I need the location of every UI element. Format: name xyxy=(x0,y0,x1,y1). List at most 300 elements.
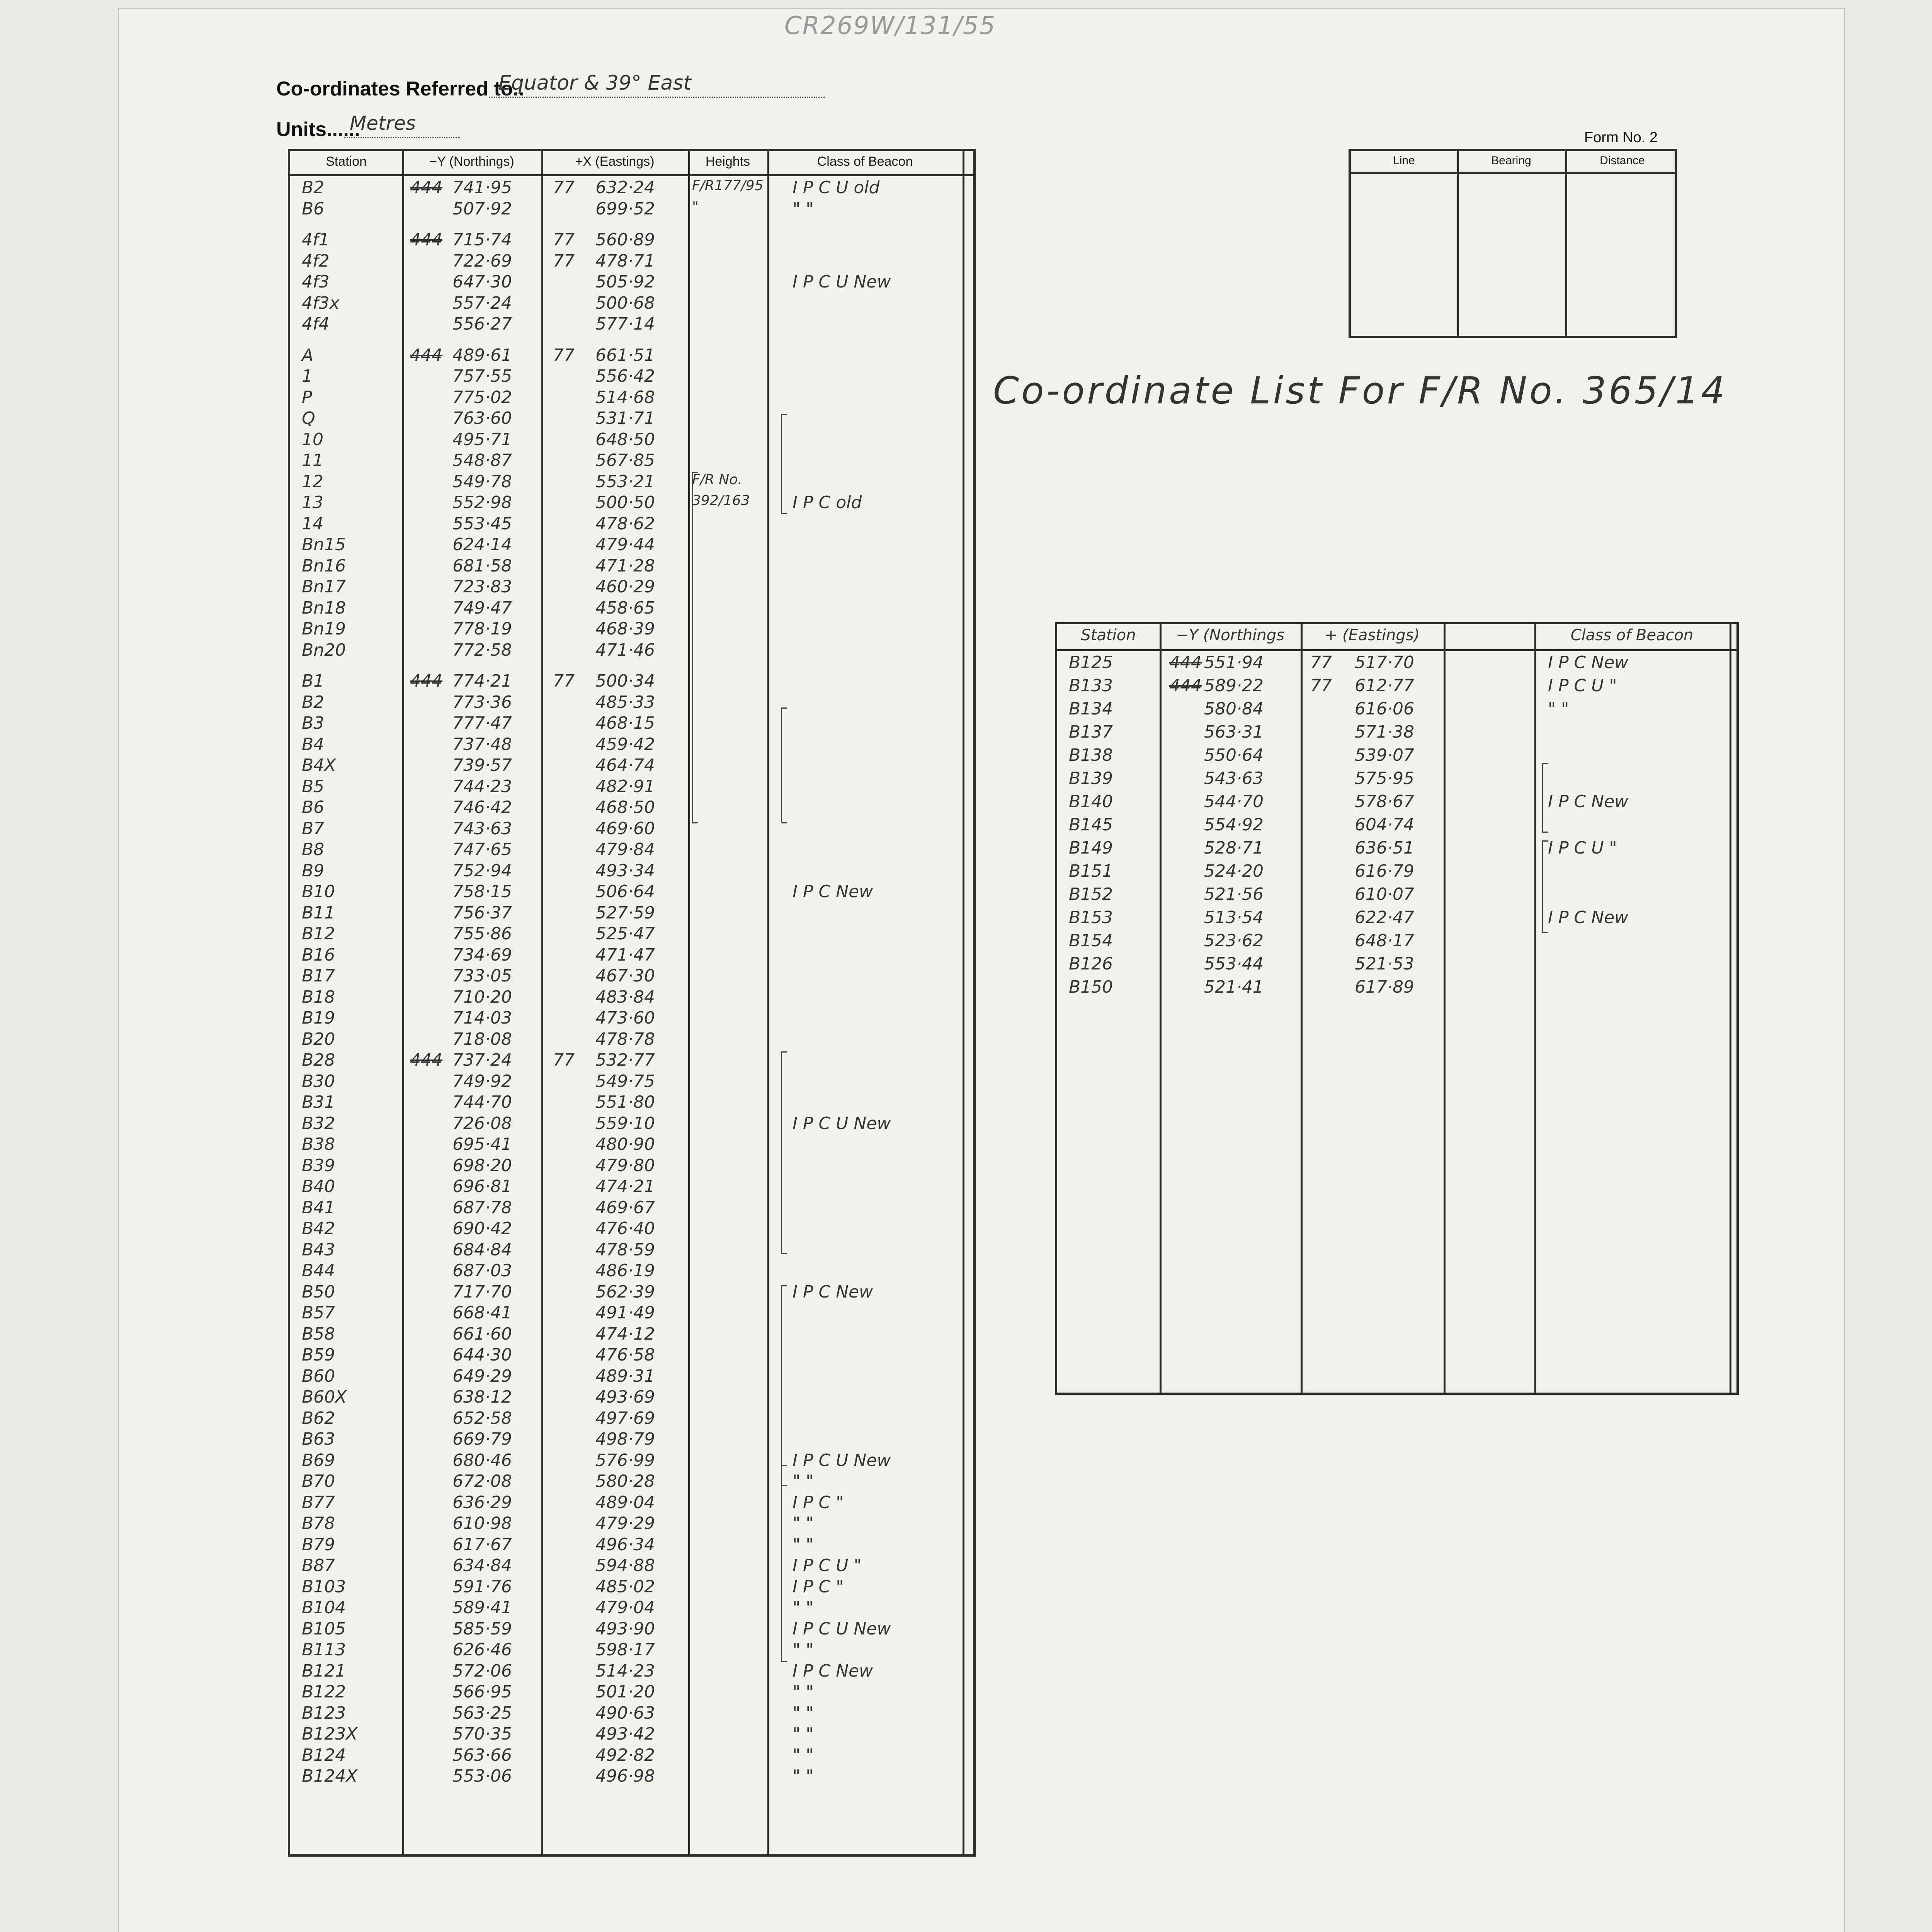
easting-cell: 517·70 xyxy=(1355,653,1414,672)
station-cell: Q xyxy=(302,408,315,428)
easting-cell: 604·74 xyxy=(1355,815,1414,835)
easting-prefix: 77 xyxy=(553,345,575,365)
col-header-eastings: +X (Eastings) xyxy=(575,154,655,169)
northing-cell: 626·46 xyxy=(452,1640,512,1660)
station-cell: 13 xyxy=(302,493,323,512)
table-row xyxy=(290,691,973,713)
table-row xyxy=(290,1702,973,1724)
col-header-distance: Distance xyxy=(1600,154,1645,167)
table-row xyxy=(290,365,973,387)
easting-cell: 577·14 xyxy=(595,314,655,334)
station-cell: B78 xyxy=(302,1514,335,1533)
station-cell: B43 xyxy=(302,1240,335,1260)
table-row xyxy=(290,1617,973,1640)
table-row xyxy=(290,1323,973,1345)
northing-cell: 696·81 xyxy=(452,1177,512,1196)
coordinates-referred-label: Co-ordinates Referred to.. xyxy=(276,78,524,100)
height-cell: F/R177/95 xyxy=(692,178,764,194)
table-row xyxy=(290,1575,973,1598)
northing-cell: 557·24 xyxy=(452,293,512,313)
table-row xyxy=(1057,813,1736,836)
northing-cell: 553·45 xyxy=(452,514,512,534)
northing-cell: 773·36 xyxy=(452,692,512,712)
table-row xyxy=(290,1154,973,1177)
table-row xyxy=(290,944,973,966)
beacon-class-cell: I P C New xyxy=(793,1282,873,1302)
northing-cell: 553·44 xyxy=(1204,954,1264,974)
col-header-class-of-beacon: Class of Beacon xyxy=(1570,626,1694,644)
easting-cell: 598·17 xyxy=(595,1640,655,1660)
northing-cell: 617·67 xyxy=(452,1534,512,1554)
station-cell: B39 xyxy=(302,1155,335,1175)
easting-cell: 549·75 xyxy=(595,1071,655,1091)
station-cell: B70 xyxy=(302,1471,335,1491)
col-header-northings: −Y (Northings xyxy=(1176,626,1284,644)
table-row xyxy=(290,1259,973,1282)
easting-cell: 479·29 xyxy=(595,1514,655,1533)
col-header-heights: Heights xyxy=(705,154,750,169)
station-cell: B122 xyxy=(302,1682,346,1702)
easting-prefix: 77 xyxy=(1310,676,1332,696)
easting-cell: 497·69 xyxy=(595,1408,655,1428)
northing-cell: 551·94 xyxy=(1204,653,1264,672)
easting-cell: 527·59 xyxy=(595,903,655,923)
table-row xyxy=(1057,744,1736,766)
table-row xyxy=(290,901,973,924)
table-row xyxy=(290,733,973,755)
table-row xyxy=(290,796,973,818)
northing-cell: 777·47 xyxy=(452,713,512,733)
northing-cell: 718·08 xyxy=(452,1029,512,1049)
easting-cell: 496·98 xyxy=(595,1766,655,1786)
station-cell: 14 xyxy=(302,514,323,534)
northing-cell: 752·94 xyxy=(452,861,512,881)
northing-cell: 528·71 xyxy=(1204,838,1264,858)
easting-cell: 636·51 xyxy=(1355,838,1414,858)
northing-cell: 737·48 xyxy=(452,734,512,754)
northing-cell: 755·86 xyxy=(452,924,512,944)
northing-cell: 749·47 xyxy=(452,598,512,618)
easting-cell: 492·82 xyxy=(595,1745,655,1765)
station-cell: B133 xyxy=(1069,676,1113,696)
station-cell: B126 xyxy=(1069,954,1113,974)
table-row xyxy=(290,533,973,556)
easting-cell: 575·95 xyxy=(1355,769,1414,788)
northing-cell: 523·62 xyxy=(1204,931,1264,951)
table-row xyxy=(290,1723,973,1745)
northing-cell: 756·37 xyxy=(452,903,512,923)
northing-cell: 553·06 xyxy=(452,1766,512,1786)
station-cell: Bn17 xyxy=(302,577,346,597)
easting-cell: 491·49 xyxy=(595,1303,655,1323)
beacon-class-cell: I P C U " xyxy=(1548,838,1617,858)
northing-cell: 726·08 xyxy=(452,1113,512,1133)
easting-cell: 479·84 xyxy=(595,840,655,859)
northing-cell: 634·84 xyxy=(452,1556,512,1575)
easting-cell: 505·92 xyxy=(595,272,655,292)
northing-prefix: 444 xyxy=(410,178,442,197)
coordinates-referred-value: Equator & 39° East xyxy=(498,71,691,95)
bracket xyxy=(781,1051,787,1254)
easting-cell: 553·21 xyxy=(595,471,655,492)
station-cell: B7 xyxy=(302,818,325,838)
easting-cell: 532·77 xyxy=(595,1050,655,1070)
station-cell: B60X xyxy=(302,1387,347,1407)
table-row xyxy=(290,859,973,882)
table-row xyxy=(290,407,973,429)
station-cell: B3 xyxy=(302,713,325,733)
table-row xyxy=(1057,860,1736,882)
northing-cell: 717·70 xyxy=(452,1282,512,1302)
beacon-class-cell: I P C U New xyxy=(793,1619,891,1639)
table-row xyxy=(290,1301,973,1324)
northing-cell: 591·76 xyxy=(452,1577,512,1597)
table-row xyxy=(290,880,973,903)
easting-cell: 612·77 xyxy=(1355,676,1414,696)
northing-cell: 715·74 xyxy=(452,230,512,250)
col-header-line: Line xyxy=(1393,154,1415,167)
easting-cell: 493·42 xyxy=(595,1724,655,1744)
easting-cell: 478·62 xyxy=(595,514,655,534)
station-cell: B6 xyxy=(302,199,325,219)
beacon-class-cell: " " xyxy=(793,199,814,219)
northing-cell: 744·23 xyxy=(452,776,512,796)
station-cell: B150 xyxy=(1069,977,1113,997)
station-cell: B11 xyxy=(302,903,335,923)
station-cell: B123X xyxy=(302,1724,358,1744)
northing-cell: 733·05 xyxy=(452,966,512,986)
station-cell: B62 xyxy=(302,1408,335,1428)
table-row xyxy=(290,344,973,366)
easting-cell: 610·07 xyxy=(1355,884,1414,904)
table-row xyxy=(290,1049,973,1071)
northing-cell: 548·87 xyxy=(452,451,512,470)
easting-cell: 489·31 xyxy=(595,1366,655,1386)
beacon-class-cell: I P C U old xyxy=(793,178,880,197)
station-cell: B152 xyxy=(1069,884,1113,904)
easting-cell: 616·79 xyxy=(1355,861,1414,881)
bracket xyxy=(781,1285,787,1486)
table-row xyxy=(290,428,973,451)
col-header-class-of-beacon: Class of Beacon xyxy=(817,154,913,169)
station-cell: B42 xyxy=(302,1219,335,1238)
station-cell: 4f3x xyxy=(302,293,340,313)
easting-cell: 478·78 xyxy=(595,1029,655,1049)
northing-cell: 550·64 xyxy=(1204,745,1264,765)
station-cell: B8 xyxy=(302,840,325,859)
table-row xyxy=(290,1660,973,1682)
northing-cell: 624·14 xyxy=(452,535,512,554)
northing-cell: 489·61 xyxy=(452,345,512,365)
station-cell: B123 xyxy=(302,1703,346,1723)
station-cell: B124 xyxy=(302,1745,346,1765)
northing-cell: 687·03 xyxy=(452,1261,512,1281)
station-cell: B105 xyxy=(302,1619,346,1639)
northing-prefix: 444 xyxy=(1169,653,1202,672)
table-row xyxy=(290,1091,973,1113)
easting-cell: 648·50 xyxy=(595,429,655,449)
table-row xyxy=(290,1596,973,1619)
table-row xyxy=(290,964,973,987)
table-row xyxy=(1057,906,1736,929)
table-row xyxy=(290,313,973,335)
northing-cell: 739·57 xyxy=(452,755,512,775)
beacon-class-cell: I P C U New xyxy=(793,1113,891,1133)
table-row xyxy=(290,986,973,1008)
easting-prefix: 77 xyxy=(553,671,575,691)
northing-cell: 524·20 xyxy=(1204,861,1264,881)
table-row xyxy=(1057,674,1736,697)
beacon-class-cell: " " xyxy=(793,1640,814,1660)
northing-cell: 684·84 xyxy=(452,1240,512,1260)
station-cell: 1 xyxy=(302,366,313,386)
col-header-eastings: + (Eastings) xyxy=(1324,626,1420,644)
table-row xyxy=(1057,651,1736,673)
station-cell: B5 xyxy=(302,776,325,796)
easting-cell: 485·33 xyxy=(595,692,655,712)
easting-cell: 479·44 xyxy=(595,535,655,554)
easting-cell: 479·04 xyxy=(595,1598,655,1617)
station-cell: B2 xyxy=(302,178,325,197)
beacon-class-cell: " " xyxy=(793,1703,814,1723)
station-cell: B125 xyxy=(1069,653,1113,672)
beacon-class-cell: I P C U New xyxy=(793,1450,891,1470)
northing-cell: 652·58 xyxy=(452,1408,512,1428)
table-row xyxy=(1057,929,1736,952)
northing-cell: 746·42 xyxy=(452,798,512,817)
table-row xyxy=(290,1554,973,1577)
easting-cell: 500·50 xyxy=(595,493,655,512)
table-row xyxy=(290,470,973,493)
station-cell: B77 xyxy=(302,1492,335,1512)
station-cell: B113 xyxy=(302,1640,346,1660)
easting-cell: 500·68 xyxy=(595,293,655,313)
table-row xyxy=(290,1175,973,1197)
easting-cell: 616·06 xyxy=(1355,699,1414,719)
table-row xyxy=(290,1028,973,1050)
easting-cell: 622·47 xyxy=(1355,908,1414,927)
table-row xyxy=(1057,721,1736,743)
table-row xyxy=(1057,767,1736,789)
station-cell: 4f1 xyxy=(302,230,330,250)
northing-cell: 649·29 xyxy=(452,1366,512,1386)
table-row xyxy=(290,1238,973,1261)
easting-cell: 556·42 xyxy=(595,366,655,386)
northing-prefix: 444 xyxy=(410,345,442,365)
station-cell: B19 xyxy=(302,1008,335,1028)
easting-cell: 468·15 xyxy=(595,713,655,733)
easting-cell: 560·89 xyxy=(595,230,655,250)
easting-cell: 489·04 xyxy=(595,1492,655,1512)
station-cell: B50 xyxy=(302,1282,335,1302)
station-cell: B16 xyxy=(302,945,335,965)
northing-cell: 566·95 xyxy=(452,1682,512,1702)
easting-cell: 469·60 xyxy=(595,818,655,838)
northing-cell: 714·03 xyxy=(452,1008,512,1028)
northing-cell: 737·24 xyxy=(452,1050,512,1070)
easting-cell: 521·53 xyxy=(1355,954,1414,974)
table-row xyxy=(290,197,973,220)
station-cell: B32 xyxy=(302,1113,335,1133)
beacon-class-cell: I P C " xyxy=(793,1492,844,1512)
height-cell: 392/163 xyxy=(692,493,750,509)
easting-cell: 474·12 xyxy=(595,1324,655,1344)
easting-cell: 471·46 xyxy=(595,640,655,660)
table-row xyxy=(290,228,973,251)
station-cell: A xyxy=(302,345,314,365)
station-cell: B4 xyxy=(302,734,325,754)
easting-cell: 468·39 xyxy=(595,619,655,639)
table-row xyxy=(290,1744,973,1766)
easting-cell: 514·23 xyxy=(595,1661,655,1681)
easting-prefix: 77 xyxy=(553,230,575,250)
northing-cell: 680·46 xyxy=(452,1450,512,1470)
beacon-class-cell: I P C New xyxy=(1548,653,1629,672)
table-row xyxy=(290,386,973,408)
northing-cell: 572·06 xyxy=(452,1661,512,1681)
table-row xyxy=(1057,790,1736,813)
station-cell: B104 xyxy=(302,1598,346,1617)
bracket xyxy=(781,707,787,823)
northing-cell: 521·41 xyxy=(1204,977,1264,997)
station-cell: Bn20 xyxy=(302,640,346,660)
northing-cell: 585·59 xyxy=(452,1619,512,1639)
northing-cell: 758·15 xyxy=(452,882,512,901)
northing-cell: 723·83 xyxy=(452,577,512,597)
units-underline xyxy=(344,137,460,138)
easting-cell: 496·34 xyxy=(595,1534,655,1554)
station-cell: B12 xyxy=(302,924,335,944)
beacon-class-cell: " " xyxy=(793,1471,814,1491)
main-coordinates-table xyxy=(288,149,976,1857)
table-row xyxy=(290,1217,973,1240)
northing-cell: 513·54 xyxy=(1204,908,1264,927)
station-cell: B10 xyxy=(302,882,335,901)
station-cell: B69 xyxy=(302,1450,335,1470)
station-cell: B60 xyxy=(302,1366,335,1386)
northing-cell: 749·92 xyxy=(452,1071,512,1091)
table-row xyxy=(290,575,973,598)
easting-cell: 539·07 xyxy=(1355,745,1414,765)
easting-cell: 471·47 xyxy=(595,945,655,965)
table-row xyxy=(290,1112,973,1134)
table-row xyxy=(290,639,973,661)
northing-cell: 763·60 xyxy=(452,408,512,428)
northing-cell: 687·78 xyxy=(452,1197,512,1218)
bracket xyxy=(781,414,787,514)
northing-cell: 647·30 xyxy=(452,272,512,292)
form-number: Form No. 2 xyxy=(1584,129,1658,146)
northing-cell: 589·22 xyxy=(1204,676,1264,696)
beacon-class-cell: I P C New xyxy=(793,1661,873,1681)
table-row xyxy=(290,1407,973,1429)
coordinate-list-table xyxy=(1055,622,1739,1395)
bracket xyxy=(1542,840,1548,933)
station-cell: B6 xyxy=(302,798,325,817)
table-row xyxy=(1057,976,1736,998)
station-cell: B151 xyxy=(1069,861,1113,881)
station-cell: B63 xyxy=(302,1429,335,1449)
table-row xyxy=(290,1491,973,1514)
easting-cell: 576·99 xyxy=(595,1450,655,1470)
easting-cell: 482·91 xyxy=(595,776,655,796)
easting-cell: 648·17 xyxy=(1355,931,1414,951)
northing-prefix: 444 xyxy=(410,230,442,250)
table-row xyxy=(290,1428,973,1450)
station-cell: B18 xyxy=(302,987,335,1007)
station-cell: B124X xyxy=(302,1766,358,1786)
northing-cell: 563·66 xyxy=(452,1745,512,1765)
northing-cell: 743·63 xyxy=(452,818,512,838)
height-cell: " xyxy=(692,199,699,215)
station-cell: B31 xyxy=(302,1092,335,1112)
northing-cell: 644·30 xyxy=(452,1345,512,1365)
easting-cell: 559·10 xyxy=(595,1113,655,1133)
table-row xyxy=(290,250,973,272)
station-cell: B20 xyxy=(302,1029,335,1049)
station-cell: B139 xyxy=(1069,769,1113,788)
northing-prefix: 444 xyxy=(1169,676,1202,696)
northing-cell: 669·79 xyxy=(452,1429,512,1449)
station-cell: B149 xyxy=(1069,838,1113,858)
northing-cell: 681·58 xyxy=(452,556,512,576)
table-row xyxy=(290,1281,973,1303)
station-cell: B153 xyxy=(1069,908,1113,927)
station-cell: P xyxy=(302,387,312,407)
easting-cell: 525·47 xyxy=(595,924,655,944)
beacon-class-cell: " " xyxy=(793,1682,814,1702)
units-label: Units...... xyxy=(276,118,360,141)
beacon-class-cell: I P C U " xyxy=(1548,676,1617,696)
easting-cell: 699·52 xyxy=(595,199,655,219)
station-cell: B9 xyxy=(302,861,325,881)
easting-cell: 514·68 xyxy=(595,387,655,407)
easting-cell: 567·85 xyxy=(595,451,655,470)
table-row xyxy=(290,1133,973,1155)
northing-cell: 734·69 xyxy=(452,945,512,965)
easting-cell: 661·51 xyxy=(595,345,655,365)
table-row xyxy=(290,270,973,293)
station-cell: Bn15 xyxy=(302,535,346,554)
easting-cell: 493·69 xyxy=(595,1387,655,1407)
table-row xyxy=(290,292,973,314)
northing-cell: 549·78 xyxy=(452,471,512,492)
station-cell: B40 xyxy=(302,1177,335,1196)
table-row xyxy=(290,1070,973,1092)
station-cell: B154 xyxy=(1069,931,1113,951)
beacon-class-cell: I P C old xyxy=(793,493,862,512)
northing-cell: 772·58 xyxy=(452,640,512,660)
col-header-northings: −Y (Northings) xyxy=(429,154,514,169)
easting-prefix: 77 xyxy=(553,1050,575,1070)
station-cell: Bn18 xyxy=(302,598,346,618)
beacon-class-cell: I P C New xyxy=(793,882,873,901)
station-cell: B87 xyxy=(302,1556,335,1575)
beacon-class-cell: I P C U " xyxy=(793,1556,862,1575)
northing-cell: 672·08 xyxy=(452,1471,512,1491)
file-reference-top: CR269W/131/55 xyxy=(784,12,996,40)
northing-cell: 495·71 xyxy=(452,429,512,449)
bracket xyxy=(1542,763,1548,833)
table-row xyxy=(290,449,973,471)
easting-cell: 480·90 xyxy=(595,1134,655,1154)
beacon-class-cell: I P C " xyxy=(793,1577,844,1597)
easting-cell: 580·28 xyxy=(595,1471,655,1491)
northing-cell: 710·20 xyxy=(452,987,512,1007)
easting-cell: 464·74 xyxy=(595,755,655,775)
easting-cell: 498·79 xyxy=(595,1429,655,1449)
station-cell: Bn16 xyxy=(302,556,346,576)
